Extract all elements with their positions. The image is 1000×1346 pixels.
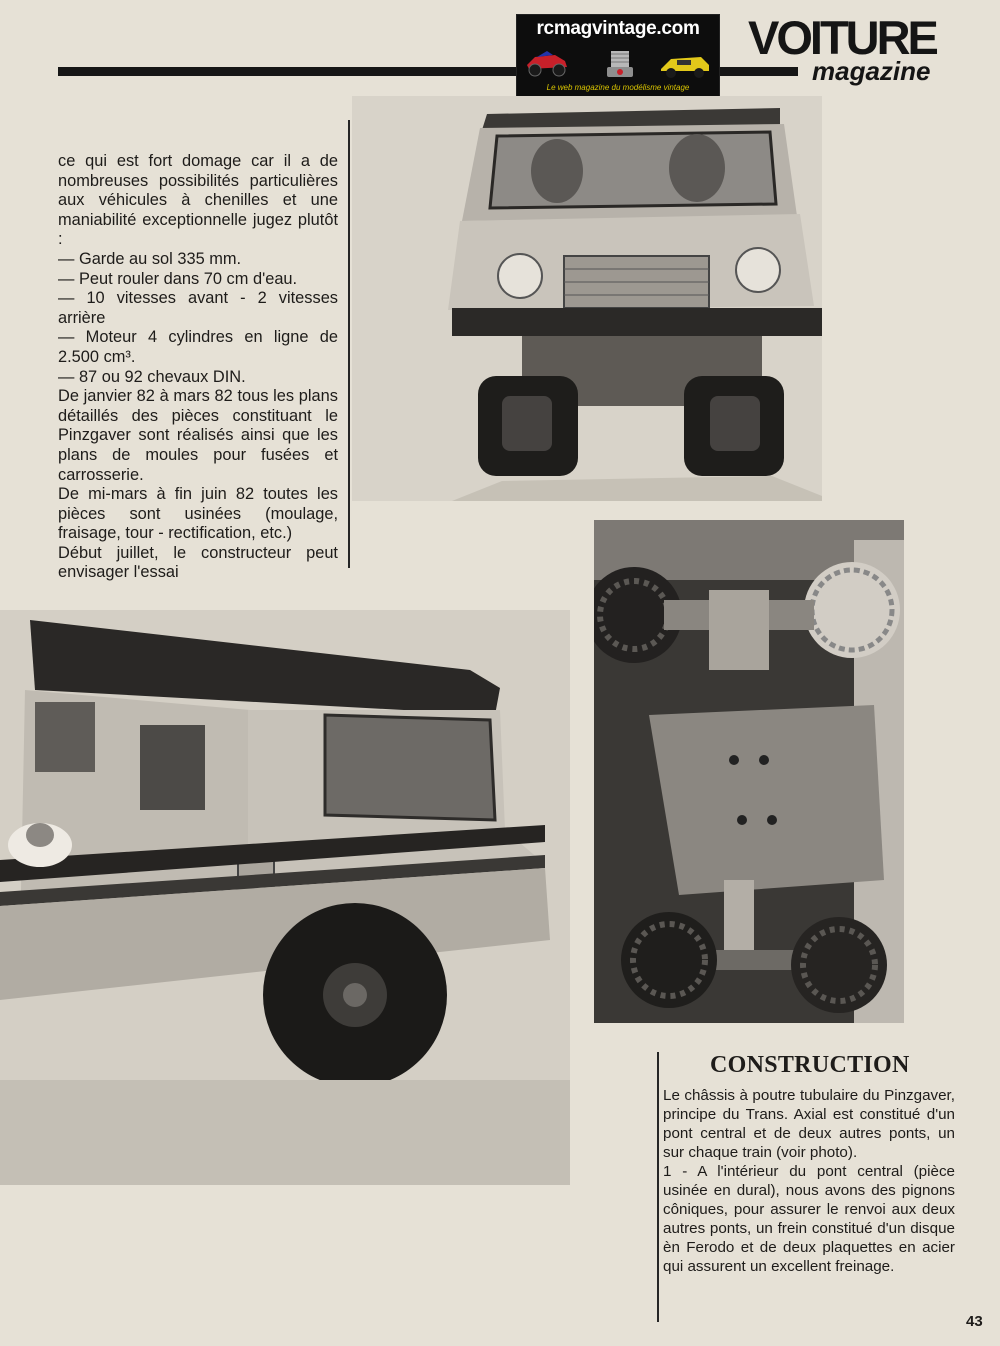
masthead-subtitle: magazine [812,56,931,86]
photo-front-view [352,96,822,501]
paragraph: De mi-mars à fin juin 82 toutes les pièces sont usinées (moulage, fraisage, tour - rectification, etc.) [58,485,338,543]
paragraph: De janvier 82 à mars 82 tous les plans détaillés des pièces constituant le Pinzgaver sont réalisés ainsi que les plans de moules pour fusées et carrosserie. [58,387,338,484]
spec-item: — 10 vitesses avant - 2 vitesses arrière [58,289,338,327]
paragraph: Le châssis à poutre tubulaire du Pinzgaver, principe du Trans. Axial est constitué d'un pont central et de deux autres ponts, un sur chaque train (voir photo). [663,1087,955,1161]
page-number: 43 [966,1313,983,1330]
nitro-engine-icon [601,47,639,81]
photo-side-view [0,610,570,1185]
paragraph: 1 - A l'intérieur du pont central (pièce usinée en dural), nous avons des pignons côniques, pour assurer le renvoi aux deux autres ponts, un frein constitué d'un disque èn Ferodo et de deux plaquettes en acier qui assurent un excellent freinage. [663,1163,955,1275]
site-banner-tagline: Le web magazine du modélisme vintage [546,83,690,92]
article-column [58,152,338,583]
paragraph: Début juillet, le constructeur peut envisager l'essai [58,543,338,582]
photo-chassis-underside [594,520,904,1023]
spec-item: — Garde au sol 335 mm. [58,249,242,268]
red-buggy-icon [525,47,569,77]
section-rule [657,1052,659,1322]
spec-item: — Moteur 4 cylindres en ligne de 2.500 cm³. [58,328,338,366]
construction-body [663,1086,955,1276]
site-banner-title: rcmagvintage.com [536,18,700,39]
site-banner[interactable] [516,14,720,98]
paragraph: ce qui est fort domage car il a de nombreuses possibilités particulières aux véhicules à chenilles et une maniabilité exceptionnelle jugez plutôt : [58,152,338,249]
spec-item: — 87 ou 92 chevaux DIN. [58,367,246,386]
yellow-truck-icon [657,51,713,79]
spec-item: — Peut rouler dans 70 cm d'eau. [58,269,298,288]
section-title: CONSTRUCTION [710,1052,910,1078]
column-rule [348,120,350,568]
masthead-title: VOITURE [748,11,936,64]
